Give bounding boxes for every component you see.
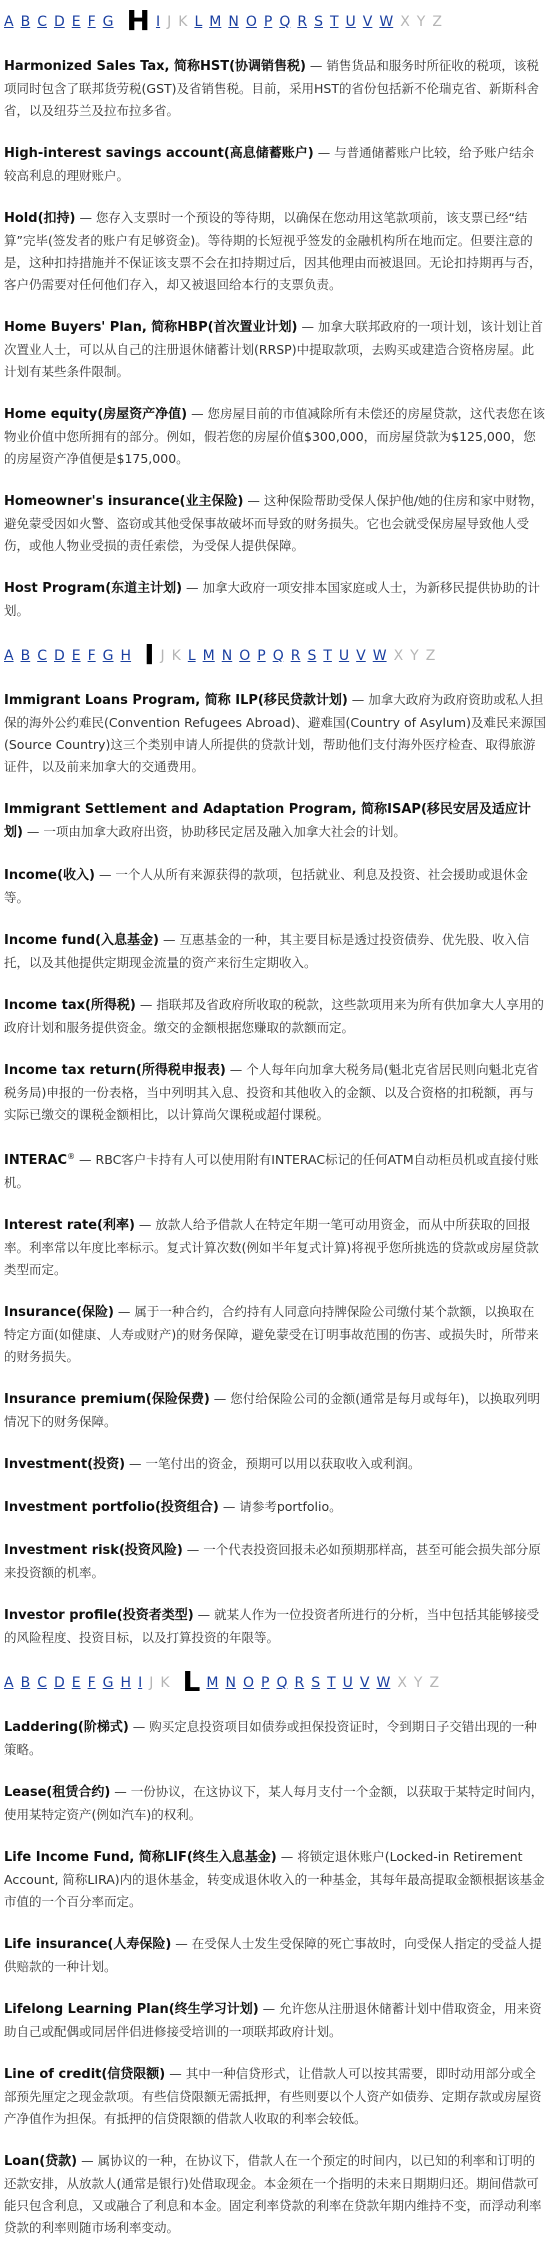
letter-link[interactable]: V (362, 14, 373, 30)
letter-link: J (160, 648, 165, 664)
letter-link[interactable]: G (102, 14, 114, 30)
glossary-entry (4, 207, 546, 296)
letter-link[interactable]: G (102, 1675, 114, 1692)
letter-link[interactable]: N (228, 14, 239, 30)
glossary-definition: — 属于一种合约，合约持有人同意向持牌保险公司缴付某个款额，以换取在特定方面(如健康、人寿或财产)的财务保障，避免蒙受在订明事故范围的伤害、或损失时，所带来的财务损失。 (4, 1304, 539, 1365)
glossary-term: Immigrant Loans Program, 简称 ILP(移民贷款计划) (4, 693, 348, 708)
letter-link[interactable]: I (155, 14, 161, 30)
letter-link[interactable]: E (71, 1675, 81, 1692)
glossary-definition: — 一份协议，在这协议下，某人每月支付一个金额，以获取于某特定时间内，使用某特定资产(例如汽车)的权利。 (4, 1784, 544, 1823)
letter-link[interactable]: W (376, 1675, 391, 1692)
glossary-term: Investment(投资) (4, 1457, 126, 1473)
glossary-entry (4, 929, 546, 974)
glossary-entry (4, 1716, 546, 1761)
glossary-definition: — 一笔付出的资金，预期可以用以获取收入或利润。 (125, 1456, 421, 1472)
glossary-entry (4, 994, 546, 1039)
glossary-term: Life Income Fund, 简称LIF(终生入息基金) (4, 1850, 277, 1866)
glossary-term: Investor profile(投资者类型) (4, 1608, 194, 1624)
letter-link[interactable]: C (37, 1675, 47, 1692)
letter-link[interactable]: R (290, 648, 301, 664)
letter-link[interactable]: Q (276, 1675, 288, 1692)
letter-link: Y (416, 14, 426, 30)
glossary-term: Investment risk(投资风险) (4, 1543, 183, 1559)
letter-link[interactable]: U (345, 14, 356, 30)
letter-link[interactable]: O (242, 1675, 254, 1692)
glossary-entry (4, 1846, 546, 1913)
glossary-entry (4, 689, 546, 778)
glossary-definition: — 一项由加拿大政府出资，协助移民定居及融入加拿大社会的计划。 (22, 824, 406, 839)
glossary-definition: — 销售货品和服务时所征收的税项，该税项同时包含了联邦货劳税(GST)及省销售税。目前，采用HST的省份包括新不伦瑞克省、新斯科舍省，以及纽芬兰及拉布拉多省。 (4, 58, 539, 118)
glossary-definition: — 指联邦及省政府所收取的税款，这些款项用来为所有供加拿大人享用的政府计划和服务提供资金。缴交的金额根据您赚取的款额而定。 (4, 997, 544, 1035)
letter-link: Z (432, 14, 442, 30)
glossary-entry (4, 1301, 546, 1368)
glossary-definition: — 一个人从所有来源获得的款项，包括就业、利息及投资、社会援助或退休金等。 (4, 867, 528, 905)
glossary-term: Host Program(东道主计划) (4, 581, 183, 596)
letter-link[interactable]: B (20, 648, 31, 664)
glossary-term: Income tax(所得税) (4, 998, 136, 1013)
letter-link: X (400, 14, 410, 30)
letter-link[interactable]: O (245, 14, 257, 30)
glossary-term: Life insurance(人寿保险) (4, 1937, 172, 1953)
letter-link[interactable]: S (307, 648, 317, 664)
letter-nav (4, 1661, 546, 1699)
letter-link[interactable]: T (329, 14, 339, 30)
glossary-term: Insurance(保险) (4, 1305, 114, 1321)
letter-link: K (171, 648, 181, 664)
letter-link: X (393, 648, 404, 664)
letter-link[interactable]: V (359, 1675, 370, 1692)
letter-link[interactable]: B (20, 14, 31, 30)
letter-link[interactable]: I (138, 1675, 143, 1692)
letter-link[interactable]: T (323, 648, 332, 664)
letter-link[interactable]: A (4, 648, 14, 664)
glossary-definition: — 个人每年向加拿大税务局(魁北克省居民则向魁北克省税务局)申报的一份表格，当中列明其入息、投资和其他收入的金额、以及合资格的扣税额，再与实际已缴交的课税金额相比，以计算尚欠课税或超付课税。 (4, 1062, 539, 1122)
glossary-term: Lifelong Learning Plan(终生学习计划) (4, 2002, 259, 2018)
glossary-term: INTERAC (4, 1153, 68, 1169)
glossary-entry (4, 1214, 546, 1281)
letter-link[interactable]: N (225, 1675, 236, 1692)
glossary-definition: — 放款人给予借款人在特定年期一笔可动用资金，而从中所获取的回报率。利率常以年度比率标示。复式计算次数(例如半年复式计算)将视乎您所挑选的贷款或房屋贷款类型而定。 (4, 1217, 539, 1278)
letter-link[interactable]: P (257, 648, 266, 664)
letter-link: Z (425, 648, 436, 664)
current-letter-heading: I (144, 638, 155, 671)
letter-link[interactable]: P (260, 1675, 270, 1692)
glossary-term: Lease(租赁合约) (4, 1785, 111, 1801)
letter-link[interactable]: D (53, 14, 65, 30)
letter-link[interactable]: H (120, 1675, 132, 1692)
letter-link[interactable]: F (87, 648, 96, 664)
letter-link[interactable]: P (263, 14, 273, 30)
letter-link[interactable]: T (327, 1675, 336, 1692)
current-letter-heading: H (126, 4, 150, 37)
glossary-entry (4, 1388, 546, 1433)
glossary-definition: — 属协议的一种，在协议下，借款人在一个预定的时间内，以已知的利率和订明的还款安排，从放款人(通常是银行)处借取现金。本金须在一个指明的未来日期期归还。期间借款可能只包含利息，又或融合了利息和本金。固定利率贷款的利率在贷款年期内维持不变，而浮动利率贷款的利率则随市场利率变动。 (4, 2153, 542, 2236)
letter-link[interactable]: U (342, 1675, 353, 1692)
letter-link[interactable]: C (37, 14, 47, 30)
glossary-definition: — 购买定息投资项目如债券或担保投资证时，令到期日子交错出现的一种策略。 (4, 1719, 537, 1758)
glossary-term: Income fund(入息基金) (4, 933, 159, 948)
letter-link: Y (413, 1675, 423, 1692)
glossary-entry (4, 1998, 546, 2043)
letter-link: Y (410, 648, 419, 664)
letter-link[interactable]: N (221, 648, 233, 664)
glossary-entry (4, 2063, 546, 2130)
glossary-term: High-interest savings account(高息储蓄账户) (4, 146, 314, 161)
glossary-entry (4, 403, 546, 470)
current-letter-heading: L (182, 1665, 201, 1699)
glossary-term: Interest rate(利率) (4, 1218, 135, 1234)
glossary-term: Harmonized Sales Tax, 简称HST(协调销售税) (4, 59, 306, 74)
glossary-entry (4, 1059, 546, 1126)
letter-nav (4, 0, 546, 35)
glossary-entry (4, 55, 546, 122)
glossary-section (4, 1661, 546, 2251)
letter-link[interactable]: M (202, 648, 215, 664)
glossary-definition: — 您房屋目前的市值减除所有未偿还的房屋贷款，这代表您在该物业价值中您所拥有的部分。例如，假若您的房屋价值$300,000，而房屋贷款为$125,000，您的房屋资产净值便是$175,000。 (4, 406, 546, 466)
letter-link[interactable]: A (4, 1675, 14, 1692)
glossary-entry (4, 2150, 546, 2239)
glossary-term: Investment portfolio(投资组合) (4, 1500, 219, 1516)
letter-link[interactable]: S (311, 1675, 321, 1692)
letter-link[interactable]: Q (279, 14, 291, 30)
glossary-entry (4, 316, 546, 383)
glossary-definition: — 加拿大联邦政府的一项计划，该计划让首次置业人士，可以从自己的注册退休储蓄计划(RRSP)中提取款项，去购买或建造合资格房屋。此计划有某些条件限制。 (4, 319, 543, 379)
glossary-definition: — 加拿大政府一项安排本国家庭或人士，为新移民提供协助的计划。 (4, 580, 541, 618)
glossary-term: Income(收入) (4, 868, 95, 883)
glossary-entry (4, 1604, 546, 1649)
glossary-definition: — 就某人作为一位投资者所进行的分析，当中包括其能够接受的风险程度、投资目标，以及打算投资的年限等。 (4, 1607, 540, 1646)
letter-link: K (160, 1675, 170, 1692)
glossary-definition: — 在受保人士发生受保障的死亡事故时，向受保人指定的受益人提供赔款的一种计划。 (4, 1936, 542, 1975)
glossary-definition: — 互惠基金的一种，其主要目标是透过投资债券、优先股、收入信托，以及其他提供定期现金流量的资产来衍生定期收入。 (4, 932, 530, 970)
glossary-section (4, 634, 546, 1661)
glossary-entry (4, 1781, 546, 1826)
letter-link[interactable]: W (379, 14, 394, 30)
letter-link[interactable]: M (209, 14, 222, 30)
letter-link: J (167, 14, 172, 30)
letter-link[interactable]: O (239, 648, 251, 664)
glossary-entry (4, 1453, 546, 1476)
letter-link[interactable]: R (294, 1675, 305, 1692)
glossary-entry (4, 798, 546, 844)
letter-link[interactable]: C (37, 648, 47, 664)
glossary-definition: — 请参考portfolio。 (218, 1499, 342, 1515)
glossary-entry (4, 864, 546, 909)
letter-nav (4, 634, 546, 669)
glossary-term: Laddering(阶梯式) (4, 1720, 129, 1736)
letter-link[interactable]: A (4, 14, 14, 30)
glossary-definition: — 允许您从注册退休储蓄计划中借取资金，用来资助自己或配偶或同居伴侣进修接受培训的一项联邦政府计划。 (4, 2001, 542, 2040)
glossary-definition: — 您存入支票时一个预设的等待期，以确保在您动用这笔款项前，该支票已经“结算”完毕(签发者的账户有足够资金)。等待期的长短视乎签发的金融机构所在地而定。但要注意的是，这种扣持措施并不保证该支票不会在扣持期过后，因其他理由而被退回。无论扣持期再与否，客户仍需要对任何他们存入，却又被退回给本行的支票负责。 (4, 210, 542, 292)
letter-link[interactable]: W (372, 648, 387, 664)
letter-link[interactable]: S (314, 14, 323, 30)
glossary-term: Home equity(房屋资产净值) (4, 407, 188, 422)
letter-link: X (397, 1675, 407, 1692)
glossary-term: Homeowner's insurance(业主保险) (4, 494, 244, 509)
glossary-definition: — 您付给保险公司的金额(通常是每月或每年)，以换取列明情况下的财务保障。 (4, 1391, 540, 1430)
letter-link[interactable]: G (102, 648, 114, 664)
glossary-term: Immigrant Settlement and Adaptation Program, 简称ISAP(移民安居及适应计划) (4, 802, 531, 840)
letter-link[interactable]: E (71, 14, 81, 30)
registered-mark: ® (67, 1152, 76, 1161)
letter-link[interactable]: F (87, 14, 96, 30)
letter-link: Z (429, 1675, 440, 1692)
glossary-entry (4, 1146, 546, 1194)
letter-link[interactable]: V (356, 648, 366, 664)
glossary-term: Hold(扣持) (4, 211, 76, 226)
letter-link[interactable]: L (194, 14, 203, 30)
glossary-definition: — 加拿大政府为政府资助或私人担保的海外公约难民(Convention Refugees Abroad)、避难国(Country of Asylum)及难民来源国(Source Country)这三个类别申请人所提供的贷款计划，帮助他们支付海外医疗检查、取得旅游证件，以及前来加拿大的交通费用。 (4, 692, 546, 774)
glossary-definition: — 与普通储蓄账户比较，给予账户结余较高利息的理财账户。 (4, 145, 535, 183)
glossary-term: Insurance premium(保险保费) (4, 1392, 210, 1408)
letter-link[interactable]: D (53, 648, 65, 664)
letter-link[interactable]: B (20, 1675, 31, 1692)
glossary-entry (4, 577, 546, 622)
letter-link[interactable]: U (338, 648, 350, 664)
letter-link[interactable]: F (87, 1675, 96, 1692)
letter-link[interactable]: E (71, 648, 81, 664)
glossary-term: Home Buyers' Plan, 简称HBP(首次置业计划) (4, 320, 298, 335)
glossary-term: Loan(贷款) (4, 2154, 78, 2170)
glossary-entry (4, 1496, 546, 1519)
letter-link[interactable]: Q (272, 648, 284, 664)
glossary-entry (4, 490, 546, 557)
letter-link[interactable]: D (53, 1675, 65, 1692)
letter-link: J (149, 1675, 154, 1692)
letter-link[interactable]: R (297, 14, 308, 30)
glossary-entry (4, 142, 546, 187)
glossary-entry (4, 1539, 546, 1584)
letter-link[interactable]: L (187, 648, 196, 664)
letter-link[interactable]: M (206, 1675, 219, 1692)
glossary-section (4, 0, 546, 634)
glossary-definition: — RBC客户卡持有人可以使用附有INTERAC标记的任何ATM自动柜员机或直接付账机。 (4, 1152, 539, 1191)
letter-link[interactable]: H (120, 648, 132, 664)
glossary-term: Income tax return(所得税申报表) (4, 1063, 226, 1078)
glossary-definition: — 这种保险帮助受保人保护他/她的住房和家中财物，避免蒙受因如火警、盗窃或其他受保事故破坏而导致的财务损失。它也会就受保房屋导致他人受伤，或他人物业受损的责任索偿，为受保人提供保障。 (4, 493, 544, 553)
glossary-term: Line of credit(信贷限额) (4, 2067, 166, 2083)
letter-link: K (178, 14, 188, 30)
glossary-definition: — 其中一种信贷形式，让借款人可以按其需要，即时动用部分或全部预先厘定之现金款项。有些信贷限额无需抵押，有些则要以个人资产如债券、定期存款或房屋资产净值作为担保。有抵押的信贷限额的借款人收取的利率会较低。 (4, 2066, 542, 2127)
glossary-definition: — 一个代表投资回报未必如预期那样高，甚至可能会损失部分原来投资额的机率。 (4, 1542, 541, 1581)
glossary-entry (4, 1933, 546, 1978)
glossary-definition: — 将锁定退休账户(Locked-in Retirement Account, 简称LIRA)内的退休基金，转变成退休收入的一种基金，其每年最高提取金额根据该基金市值的一个百分率而定。 (4, 1849, 545, 1910)
